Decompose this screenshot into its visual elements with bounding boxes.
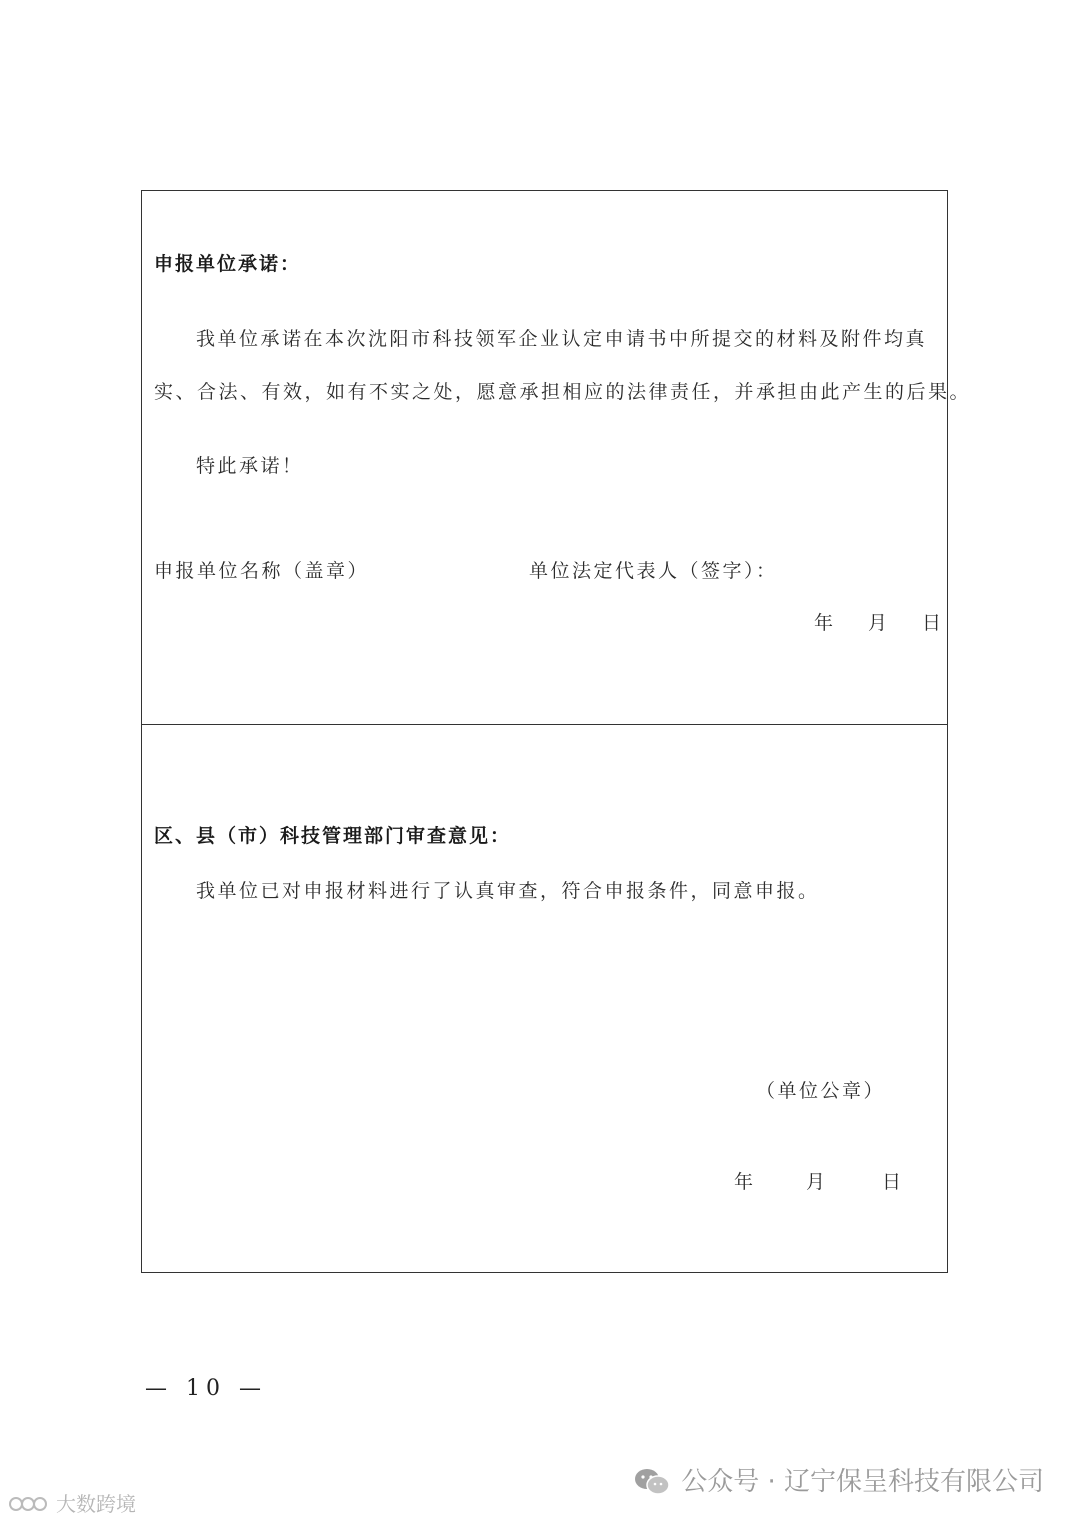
review-date-month: 月 xyxy=(806,1171,826,1193)
unit-seal-label: （单位公章） xyxy=(756,1080,886,1102)
review-date-day: 日 xyxy=(882,1171,902,1193)
commitment-heading: 申报单位承诺： xyxy=(154,253,302,275)
commitment-date-month: 月 xyxy=(868,612,888,634)
review-date-year: 年 xyxy=(734,1171,754,1193)
review-heading: 区、县（市）科技管理部门审查意见： xyxy=(154,825,512,847)
unit-name-label: 申报单位名称（盖章） xyxy=(154,560,370,582)
brand-watermark xyxy=(8,1490,136,1518)
wechat-account-text: 公众号 · 辽宁保呈科技有限公司 xyxy=(681,1467,1044,1497)
legal-representative-label: 单位法定代表人（签字）： xyxy=(529,560,778,582)
review-opinion: 我单位已对申报材料进行了认真审查，符合申报条件，同意申报。 xyxy=(196,880,820,902)
wechat-icon xyxy=(633,1466,671,1498)
commitment-closing: 特此承诺！ xyxy=(196,455,304,477)
commitment-paragraph-line1: 我单位承诺在本次沈阳市科技领军企业认定申请书中所提交的材料及附件均真 xyxy=(196,328,928,350)
brand-watermark-text: 大数跨境 xyxy=(56,1492,136,1516)
commitment-paragraph-line2: 实、合法、有效，如有不实之处，愿意承担相应的法律责任，并承担由此产生的后果。 xyxy=(154,381,972,403)
wechat-account-watermark xyxy=(633,1465,1044,1499)
commitment-date-year: 年 xyxy=(814,612,834,634)
commitment-date-day: 日 xyxy=(922,612,942,634)
section-divider xyxy=(142,724,947,725)
application-form-table xyxy=(141,190,972,1273)
page-number: — 10 — xyxy=(145,1376,267,1401)
brand-logo-icon xyxy=(8,1492,52,1516)
